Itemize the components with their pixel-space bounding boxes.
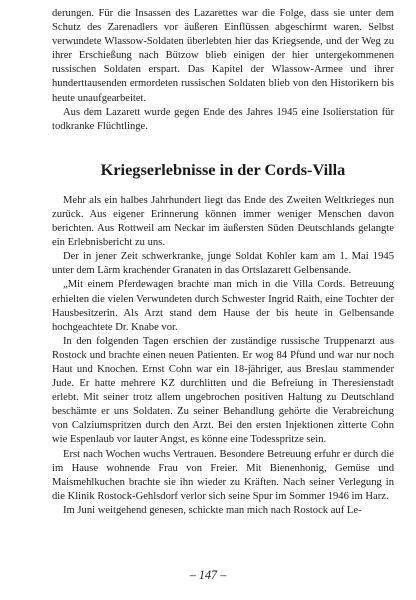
page-number: – 147 – (189, 568, 227, 582)
paragraph-villa-cords: „Mit einem Pferdewagen brachte man mich in die Villa Cords. Betreuung erhielten die vielen Verwundeten durch Schwester Ingrid Raith, eine Tochter der Hausbesitzerin. Als Arzt stand dem Hause der bis heute in Gelbensande hochgeachtete Dr. Knabe vor. (52, 279, 394, 333)
paragraph-ernst-cohn: In den folgenden Tagen erschien der zuständige russische Truppenarzt aus Rostock und brachte einen neuen Patienten. Er wog 84 Pfund und war nur noch Haut und Knochen. Ernst Cohn war ein 18-jähriger, aus Breslau stammender Jude. Er hatte mehrere KZ durchlitten und die Befreiung in Theresienstadt erlebt. Mit seiner trotz allem ungebrochen positiven Haltung zu Deutschland beschämte er uns Soldaten. Zu seiner Behandlung gehörte die Verabreichung von Calziumspritzen durch den Arzt. Bei den ersten Injektionen zitterte Cohn wie Espenlaub vor lauter Angst, es könne eine Todesspritze sein. (52, 335, 394, 446)
paragraph-wlassow: derungen. Für die Insassen des Lazarettes war die Folge, dass sie unter dem Schutz des Zarenadlers vor äußeren Einflüssen abgeschirmt waren. Selbst verwundete Wlassow-Soldaten überlebten hier das Kriegsende, und der Weg zu ihrer Erschießung nach Bützow blieb einigen der hier untergekommenen russischen Soldaten erspart. Das Kapitel der Wlassow-Armee und ihrer hunderttausenden ermordeten russischen Soldaten blieb von den Historikern bis heute unaufgearbeitet. (52, 8, 394, 104)
paragraph-vertrauen: Erst nach Wochen wuchs Vertrauen. Besondere Betreuung erfuhr er durch die im Hause wohnende Frau von Freier. Mit Bienenhonig, Gemüse und Maismehlkuchen brachte sie ihn wieder zu Kräften. Nach seiner Verlegung in die Klinik Rostock-Gehlsdorf verlor sich seine Spur im Sommer 1946 im Harz. (52, 448, 394, 502)
book-page (52, 7, 394, 518)
paragraph-juni: Im Juni weitgehend genesen, schickte man mich nach Rostock auf Le- (63, 504, 362, 516)
paragraph-kohler: Der in jener Zeit schwerkranke, junge Soldat Kohler kam am 1. Mai 1945 unter dem Lärm krachender Granaten in das Ortslazarett Gelbensande. (52, 251, 394, 277)
section-heading: Kriegserlebnisse in der Cords-Villa (100, 159, 346, 179)
paragraph-isolierstation: Aus dem Lazarett wurde gegen Ende des Jahres 1945 eine Isolierstation für todkranke Flüchtlinge. (52, 106, 394, 132)
paragraph-intro: Mehr als ein halbes Jahrhundert liegt das Ende des Zweiten Weltkrieges nun zurück. Aus eigener Erinnerung können immer weniger Menschen davon berichten. Aus Rottweil am Neckar im äußersten Süden Deutschlands gelangte ein Erlebnisbericht zu uns. (52, 194, 394, 249)
